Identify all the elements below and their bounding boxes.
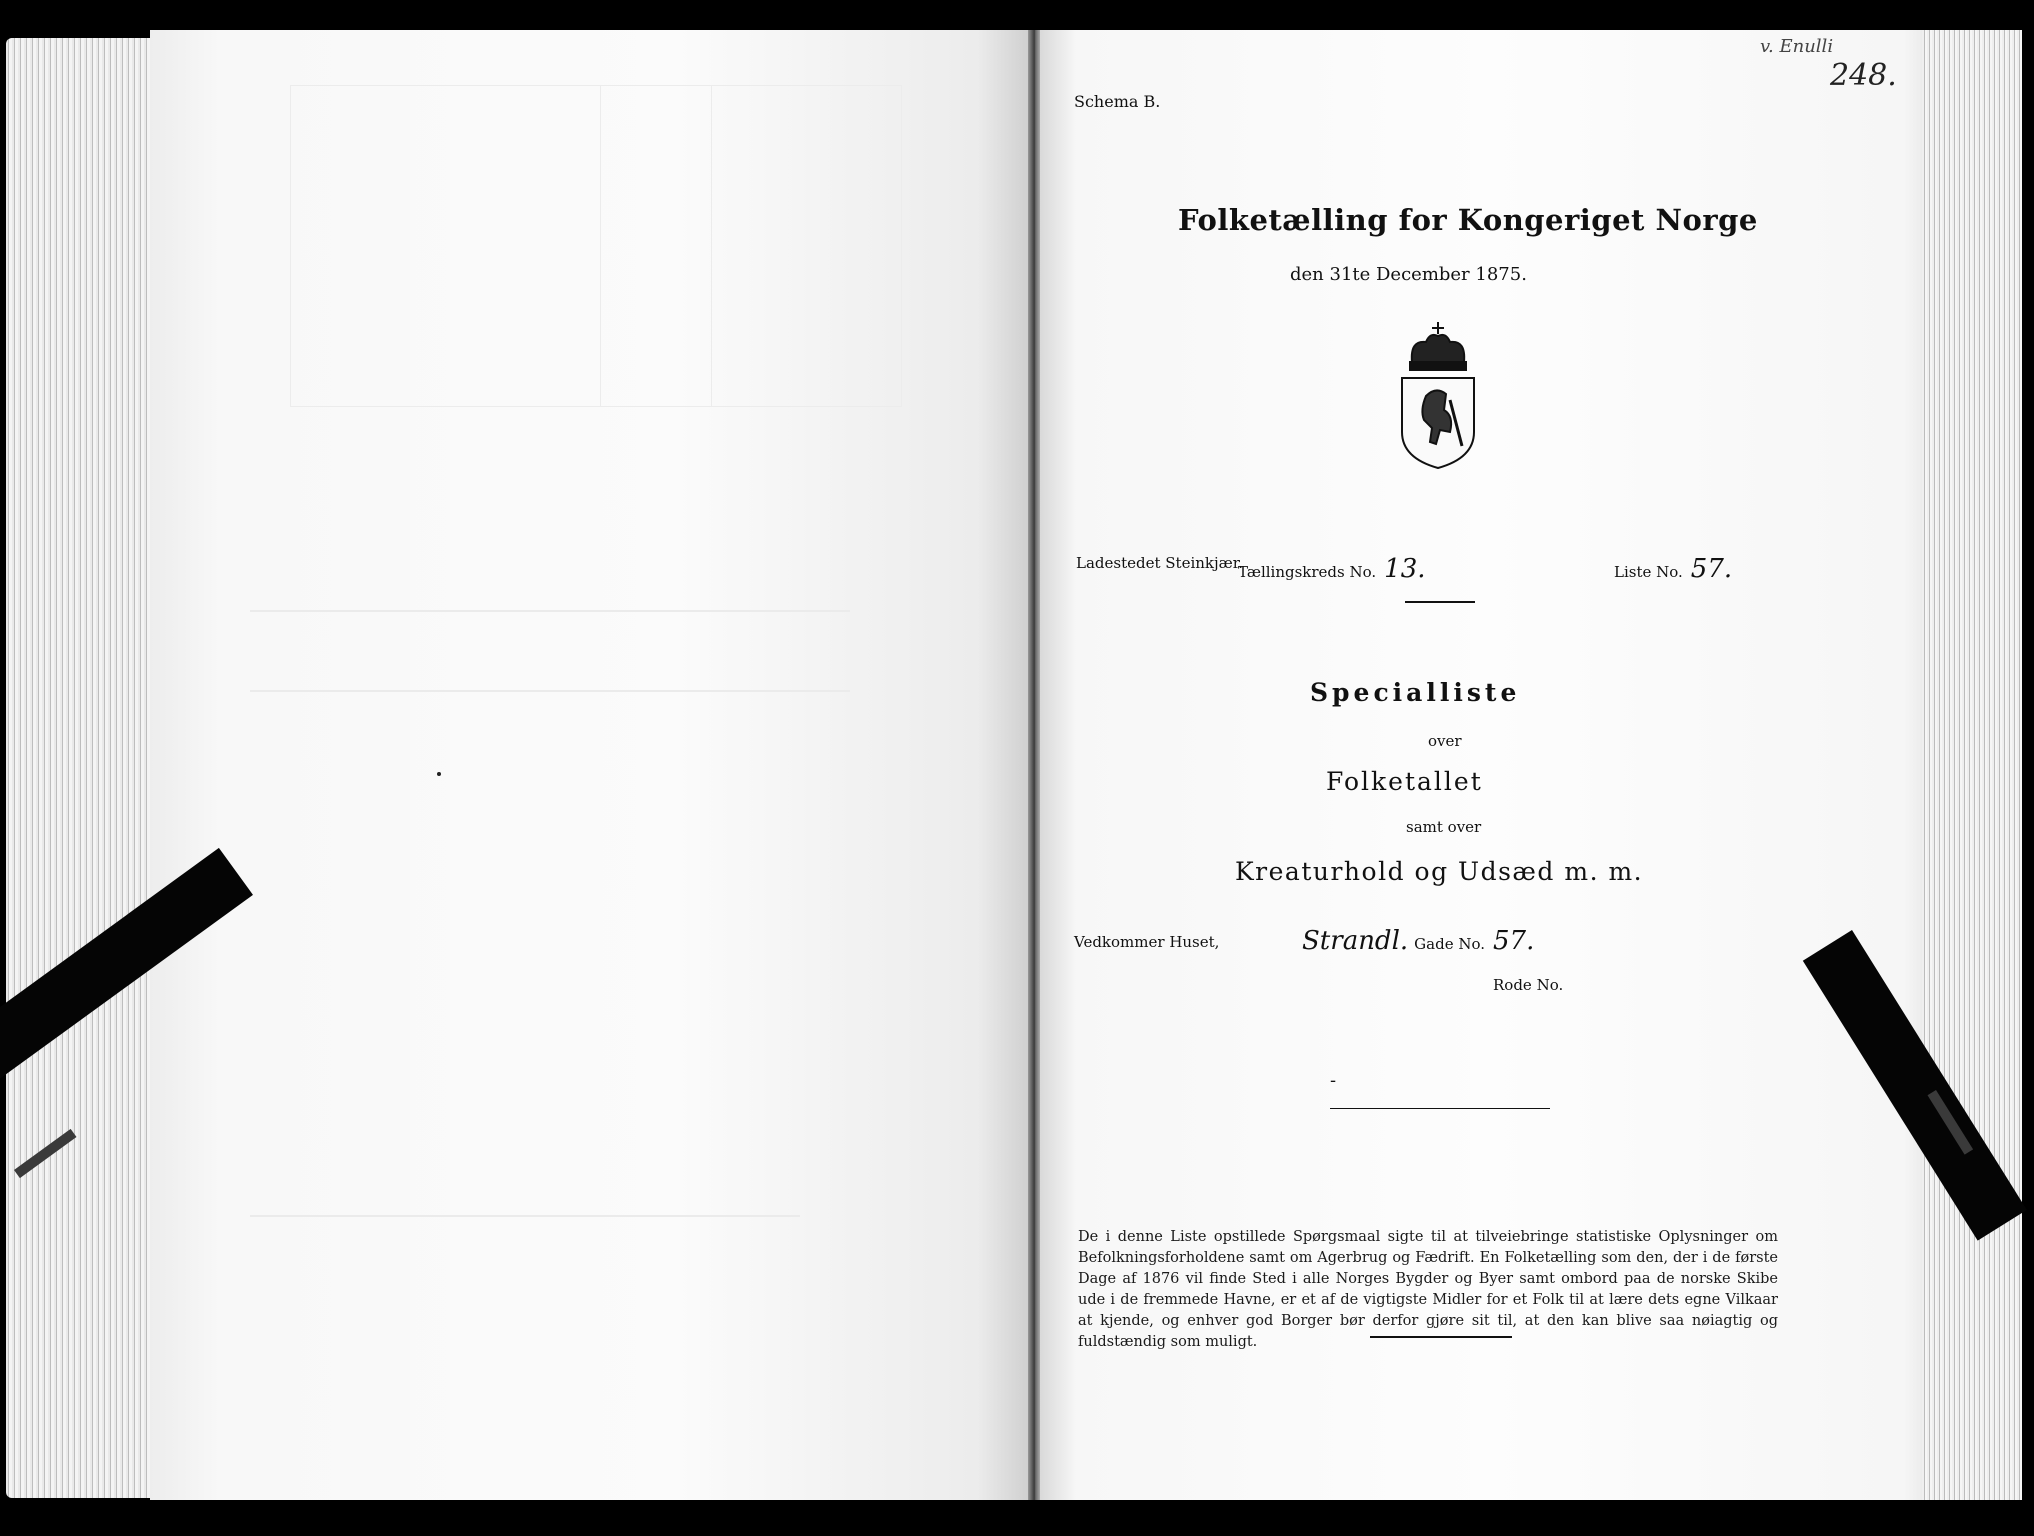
bleed-through-line [250,610,850,612]
vedkommer-huset-label: Vedkommer Huset, [1074,933,1220,951]
archive-mark: v. Enulli [1760,36,1834,57]
gade-field [1286,926,1534,956]
page-number: 248. [1830,58,1897,93]
gade-label: Gade No. [1414,935,1486,953]
ink-speck [437,772,441,776]
kreds-field [1238,554,1426,584]
coat-of-arms-icon [1396,320,1480,474]
gade-no-value: 57. [1493,926,1535,956]
liste-value: 57. [1690,554,1733,584]
kreds-label: Tællingskreds No. [1238,563,1377,581]
over-text: over [1428,732,1462,750]
left-page-edges [6,38,156,1498]
divider-rule-thin [1330,1108,1550,1109]
instruction-paragraph: De i denne Liste opstillede Spørgsmaal sigte til at tilveiebringe statistiske Oplysninger om Befolkningsforholdene samt om Agerbrug og Fædrift. En Folketælling som den, der i de første Dage af 1876 vil finde Sted i alle Norges Bygder og Byer samt ombord paa de norske Skibe ude i de fremmede Havne, er et af de vigtigste Midler for et Folk til at lære dets egne Vilkaar at kjende, og enhver god Borger bør derfor gjøre sit til, at den kan blive saa nøiagtig og fuldstændig som muligt. [1078,1229,1778,1350]
bleed-through-line [250,690,850,692]
folketallet-heading: Folketallet [1326,767,1483,796]
specialliste-heading: Specialliste [1310,678,1521,707]
kreds-value: 13. [1384,554,1426,584]
liste-field [1614,554,1732,584]
samt-over-text: samt over [1406,818,1482,836]
bottom-rule [1370,1336,1512,1338]
kreaturhold-heading: Kreaturhold og Udsæd m. m. [1235,857,1644,886]
document-subtitle: den 31te December 1875. [1290,264,1527,285]
divider-rule [1405,601,1475,603]
rode-label: Rode No. [1493,976,1564,994]
left-page-blank [150,30,1030,1500]
right-page-edges [1922,30,2022,1500]
schema-label: Schema B. [1074,92,1161,111]
bleed-through-table-2 [600,85,902,407]
liste-label: Liste No. [1614,563,1683,581]
ladested-label: Ladestedet Steinkjær. [1076,554,1244,572]
street-handwritten: Strandl. [1302,926,1409,956]
bleed-through-line [250,1215,800,1217]
document-title: Folketælling for Kongeriget Norge [1178,203,1758,237]
dash-mark: - [1330,1070,1337,1091]
